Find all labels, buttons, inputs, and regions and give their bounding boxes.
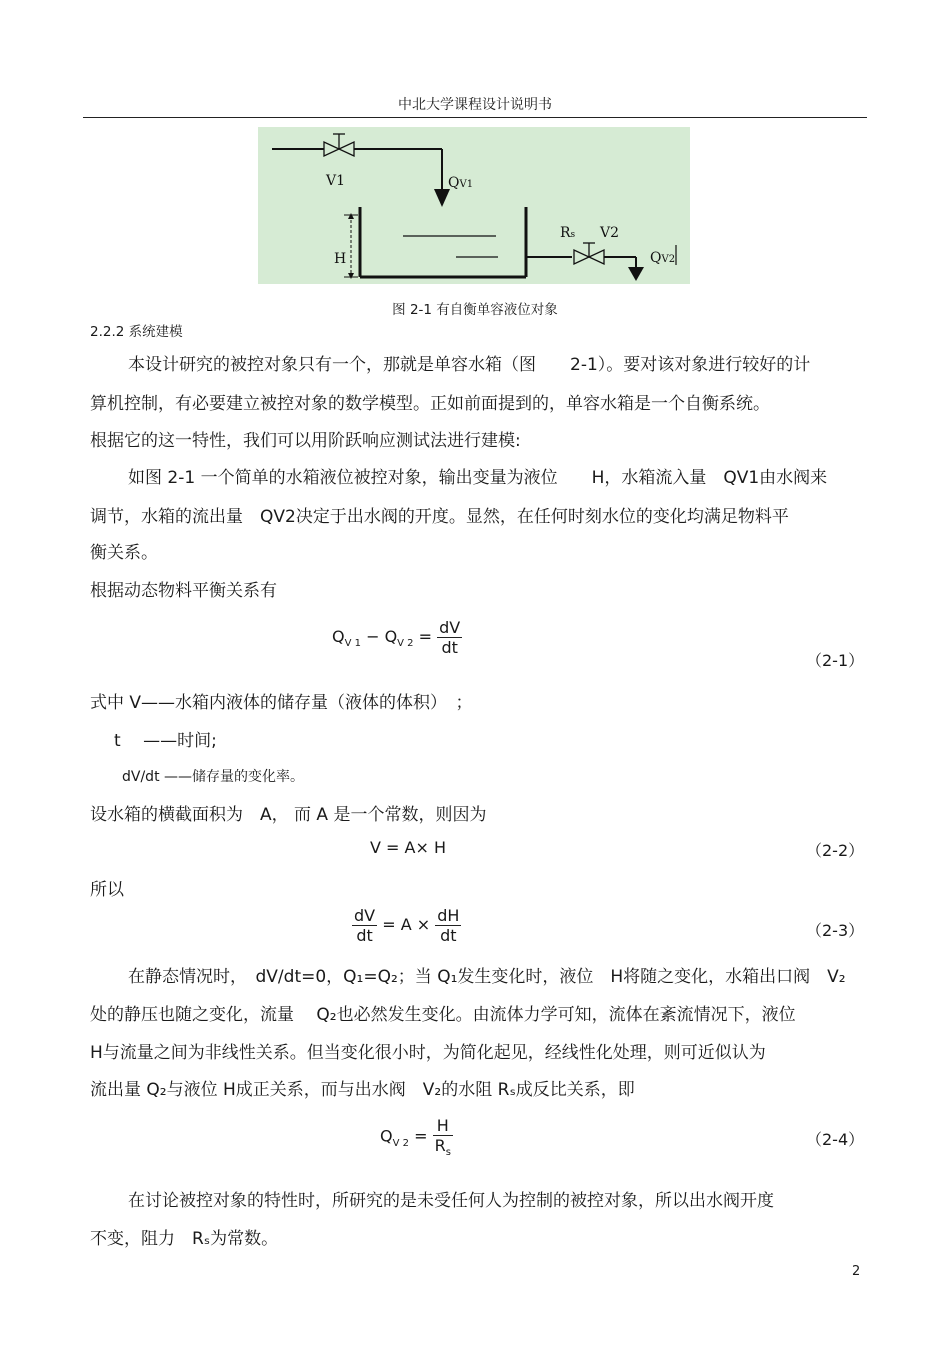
label-qv2: QV2: [650, 250, 676, 266]
paragraph-line: H与流量之间为非线性关系。但当变化很小时，为简化起见，经线性化处理，则可近似认为: [90, 1043, 766, 1063]
page-header: 中北大学课程设计说明书: [398, 97, 552, 113]
definition-line: 式中 V——水箱内液体的储存量（液体的体积） ；: [90, 693, 473, 713]
paragraph-line: 本设计研究的被控对象只有一个，那就是单容水箱（图 2-1）。要对该对象进行较好的计: [128, 355, 811, 375]
definition-line: dV/dt ——储存量的变化率。: [122, 769, 305, 785]
paragraph-line: 所以: [90, 880, 124, 900]
section-heading: 2.2.2 系统建模: [90, 324, 183, 340]
fraction: $\frac{dV}{dt}$: [354, 906, 376, 945]
equation-2-2: V = A× H: [370, 838, 446, 857]
paragraph-line: 设水箱的横截面积为 A， 而 A 是一个常数，则因为: [90, 805, 487, 825]
paragraph-line: 不变，阻力 Rₛ为常数。: [90, 1229, 279, 1249]
equation-2-4: $Q_{V 2}$ = $\frac{H}{R_s}$: [380, 1116, 451, 1159]
paragraph-line: 在静态情况时， dV/dt=0，Q₁=Q₂；当 Q₁发生变化时，液位 H将随之变化，水箱出口阀 V₂: [128, 967, 846, 987]
equation-number: （2-1）: [806, 651, 865, 670]
tank-diagram: [258, 127, 690, 284]
paragraph-line: 根据它的这一特性，我们可以用阶跃响应测试法进行建模:: [90, 431, 521, 451]
paragraph-line: 衡关系。: [90, 543, 158, 563]
equation-number: （2-4）: [806, 1130, 865, 1149]
label-v2: V2: [600, 225, 620, 241]
paragraph-line: 调节，水箱的流出量 QV2决定于出水阀的开度。显然，在任何时刻水位的变化均满足物料平: [90, 507, 789, 527]
definition-line: t ——时间;: [114, 731, 217, 751]
page-number: 2: [852, 1264, 861, 1279]
label-h: H: [334, 251, 347, 267]
equation-number: （2-3）: [806, 921, 865, 940]
tank-diagram-svg: [258, 127, 690, 284]
fraction: $\frac{dH}{dt}$: [437, 906, 460, 945]
paragraph-line: 算机控制，有必要建立被控对象的数学模型。正如前面提到的，单容水箱是一个自衡系统。: [90, 394, 770, 414]
equation-2-1: $Q_{V 1} - Q_{V 2}$ = $\frac{dV}{dt}$: [332, 618, 461, 657]
equation-2-3: $\frac{dV}{dt}$ = A × $\frac{dH}{dt}$: [354, 906, 460, 945]
equation-number: （2-2）: [806, 841, 865, 860]
paragraph-line: 流出量 Q₂与液位 H成正关系，而与出水阀 V₂的水阻 Rₛ成反比关系，即: [90, 1080, 635, 1100]
paragraph-line: 在讨论被控对象的特性时，所研究的是未受任何人为控制的被控对象，所以出水阀开度: [128, 1191, 774, 1211]
paragraph-line: 根据动态物料平衡关系有: [90, 581, 277, 601]
label-qv1: QV1: [448, 175, 474, 191]
inflow-arrow-icon: [434, 189, 450, 207]
header-rule: [83, 117, 867, 118]
fraction: $\frac{H}{R_s}$: [434, 1116, 451, 1159]
paragraph-line: 处的静压也随之变化，流量 Q₂也必然发生变化。由流体力学可知，流体在紊流情况下，液位: [90, 1005, 796, 1025]
paragraph-line: 如图 2-1 一个简单的水箱液位被控对象，输出变量为液位 H，水箱流入量 QV1由水阀来: [128, 468, 828, 488]
label-rs: Rs: [560, 225, 576, 241]
figure-caption: 图 2-1 有自衡单容液位对象: [392, 302, 558, 318]
label-v1: V1: [326, 173, 346, 189]
fraction: $\frac{dV}{dt}$: [439, 618, 461, 657]
outflow-arrow-icon: [628, 267, 644, 281]
